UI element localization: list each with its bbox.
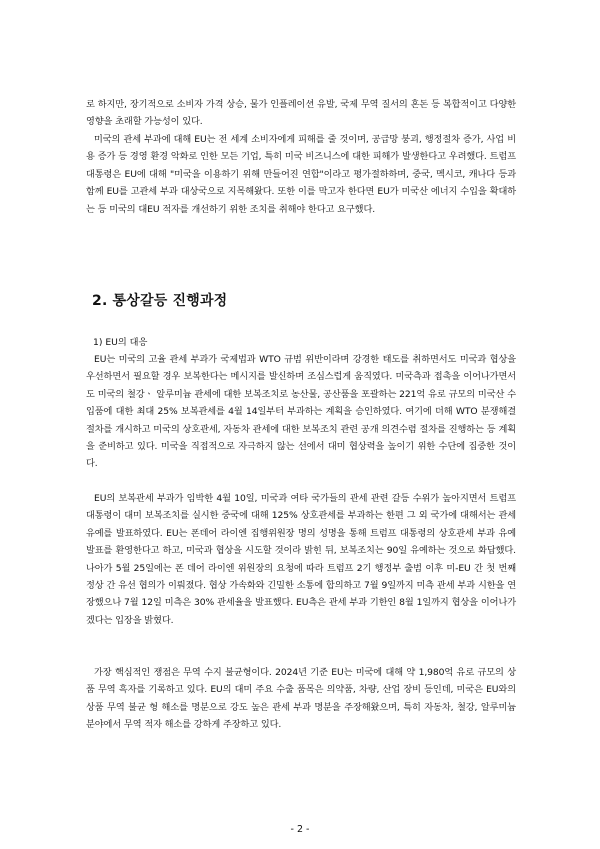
paragraph-trade-imbalance: 가장 핵심적인 쟁점은 무역 수지 불균형이다. 2024년 기준 EU는 미국에 대해 약 1,980억 유로 규모의 상품 무역 흑자를 기록하고 있다. EU의 대미 주요 수출 품목은 의약품, 차량, 산업 장비 등인데, 미국은 EU와의 상품 무역 불균 형 해소를 명분으로 강도 높은 관세 부과 명분을 주장해왔으며, 특히 자동차, 철강, 알루미늄 분야에서 무역 적자 해소를 강하게 주장하고 있다.	[86, 667, 516, 731]
page-number: - 2 -	[290, 824, 310, 835]
section-heading: 2. 통상갈등 진행과정	[92, 293, 228, 309]
paragraph-negotiation-timeline: EU의 보복관세 부과가 임박한 4월 10일, 미국과 여타 국가들의 관세 관련 갈등 수위가 높아지면서 트럼프 대통령이 대미 보복조치를 실시한 중국에 대해 125% 상호관세를 부과하는 한편 그 외 국가에 대해서는 관세 유예를 발표하였다. EU는 폰데어 라이엔 집행위원장 명의 성명을 통해 트럼프 대통령의 상호관세 부과 유예 발표를 환영한다고 하고, 미국과 협상을 시도할 것이라 밝힌 뒤, 보복조치는 90일 유예하는 것으로 화답했다. 나아가 5월 25일에는 폰 데어 라이엔 위원장의 요청에 따라 트럼프 2기 행정부 출범 이후 미-EU 간 첫 번째 정상 간 유선 협의가 이뤄졌다. 협상 가속화와 긴밀한 소통에 합의하고 7월 9일까지 미측 관세 부과 시한을 연장했으나 7월 12일 미측은 30% 관세율을 발표했다. EU측은 관세 부과 기한인 8월 1일까지 협상을 이어나가겠다는 입장을 밝혔다.	[86, 493, 516, 626]
subsection-heading: 1) EU의 대응	[93, 337, 148, 348]
paragraph-eu-concerns: 미국의 관세 부과에 대해 EU는 전 세계 소비자에게 피해를 줄 것이며, 공급망 붕괴, 행정절차 증가, 사업 비용 증가 등 경영 환경 악화로 인한 모든 기업, 특히 미국 비즈니스에 대한 피해가 발생한다고 우려했다. 트럼프 대통령은 EU에 대해 "미국을 이용하기 위해 만들어진 연합"이라고 평가절하하며, 중국, 멕시코, 캐나다 등과 함께 EU를 고관세 부과 대상국으로 지목해왔다. 또한 이를 막고자 한다면 EU가 미국산 에너지 수입을 확대하는 등 미국의 대EU 적자를 개선하기 위한 조치를 취해야 한다고 요구했다.	[86, 134, 516, 215]
paragraph-eu-response: EU는 미국의 고율 관세 부과가 국제법과 WTO 규범 위반이라며 강경한 태도를 취하면서도 미국과 협상을 우선하면서 필요할 경우 보복한다는 메시지를 발신하며 조심스럽게 움직였다. 미국측과 접촉을 이어나가면서도 미국의 철강ㆍ 알루미늄 관세에 대한 보복조치로 농산물, 공산품을 포괄하는 221억 유로 규모의 미국산 수입품에 대한 최대 25% 보복관세를 4월 14일부터 부과하는 계획을 승인하였다. 여기에 더해 WTO 분쟁해결절차를 개시하고 미국의 상호관세, 자동차 관세에 대한 보복조치 관련 공개 의견수렴 절차를 진행하는 등 계획을 준비하고 있다. 미국을 직접적으로 자극하지 않는 선에서 대미 협상력을 높이기 위한 수단에 집중한 것이다.	[86, 354, 516, 470]
paragraph-continuation: 로 하지만, 장기적으로 소비자 가격 상승, 물가 인플레이션 유발, 국제 무역 질서의 혼돈 등 복합적이고 다양한 영향을 초래할 가능성이 있다.	[86, 99, 516, 128]
